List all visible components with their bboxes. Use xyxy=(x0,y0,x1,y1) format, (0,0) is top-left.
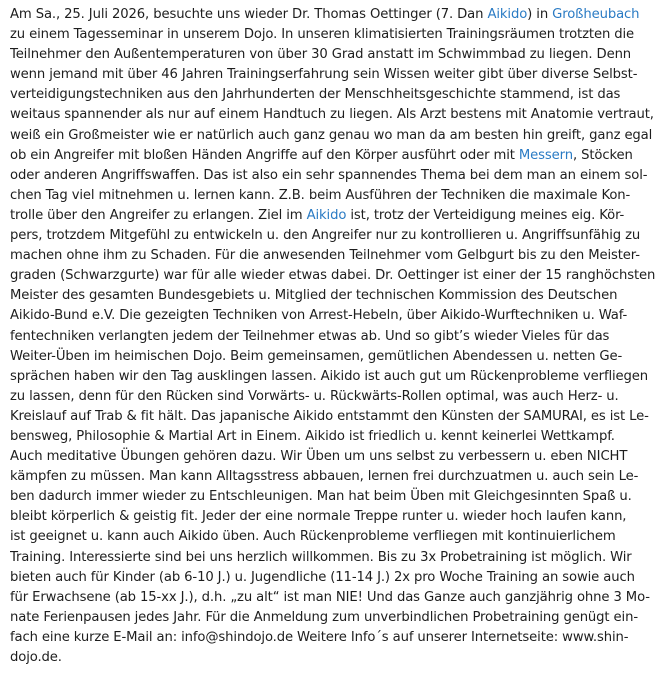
text-segment: oder anderen Angriffswaffen. Das ist also ein sehr spannendes Thema bei dem man an einem sol- xyxy=(10,167,648,183)
text-segment: Auch meditative Übungen gehören dazu. Wir Üben um uns selbst zu verbessern u. eben NICHT xyxy=(10,449,628,465)
text-line xyxy=(10,608,659,628)
text-segment: weiß ein Großmeister wie er natürlich auch ganz genau wo man da am besten hin greift, ganz egal xyxy=(10,127,653,143)
text-line xyxy=(10,427,659,447)
text-segment: , Stöcken xyxy=(572,147,633,163)
text-line xyxy=(10,286,659,306)
text-line xyxy=(10,85,659,105)
text-segment: chen Tag viel mitnehmen u. lernen kann. Z.B. beim Ausführen der Techniken die maximale Kon- xyxy=(10,187,631,203)
text-segment: Kreislauf auf Trab & fit hält. Das japanische Aikido entstammt den Künsten der SAMURAI, es ist Le- xyxy=(10,408,649,424)
text-segment: Am Sa., 25. Juli 2026, besuchte uns wieder Dr. Thomas Oettinger (7. Dan xyxy=(10,7,488,22)
text-segment: für Erwachsene (ab 15-xx J.), d.h. „zu alt“ ist man NIE! Und das Ganze auch ganzjährig ohne 3 Mo- xyxy=(10,589,650,605)
text-line xyxy=(10,5,659,25)
text-line xyxy=(10,467,659,487)
text-segment: bleibt körperlich & geistig fit. Jeder der eine normale Treppe runter u. wieder hoch laufen kann, xyxy=(10,509,627,525)
text-line xyxy=(10,25,659,45)
text-line xyxy=(10,588,659,608)
text-segment: sprächen haben wir den Tag ausklingen lassen. Aikido ist auch gut um Rückenprobleme verfliegen xyxy=(10,368,649,384)
text-line xyxy=(10,266,659,286)
text-segment: bensweg, Philosophie & Martial Art in Einem. Aikido ist friedlich u. kennt keinerlei Wettkampf. xyxy=(10,428,615,444)
text-segment: machen ohne ihm zu Schaden. Für die anwesenden Teilnehmer vom Gelbgurt bis zu den Meister- xyxy=(10,248,640,264)
text-line xyxy=(10,246,659,266)
text-segment: Meister des gesamten Bundesgebiets u. Mitglied der technischen Kommission des Deutschen xyxy=(10,288,618,304)
text-line xyxy=(10,226,659,246)
text-segment: pers, trotzdem Mitgefühl zu entwickeln u. den Angreifer nur zu kontrollieren u. Angriffsunfähig zu xyxy=(10,228,641,244)
text-line xyxy=(10,407,659,427)
text-segment: zu lassen, denn für den Rücken sind Vorwärts- u. Rückwärts-Rollen optimal, was auch Herz- u. xyxy=(10,388,619,404)
text-line xyxy=(10,166,659,186)
text-segment: dojo.de. xyxy=(10,650,62,665)
text-line xyxy=(10,65,659,85)
text-segment: bieten auch für Kinder (ab 6-10 J.) u. Jugendliche (11-14 J.) 2x pro Woche Training an sowie auch xyxy=(10,569,635,585)
text-line xyxy=(10,206,659,226)
inline-link[interactable]: Aikido xyxy=(487,7,528,22)
text-line xyxy=(10,648,659,668)
text-line xyxy=(10,628,659,648)
inline-link[interactable]: Messern xyxy=(518,147,573,163)
text-line xyxy=(10,126,659,146)
text-line xyxy=(10,306,659,326)
text-line xyxy=(10,487,659,507)
text-segment: Aikido-Bund e.V. Die gezeigten Techniken von Arrest-Hebeln, über Aikido-Wurftechniken u. Waf- xyxy=(10,308,628,324)
text-segment: ob ein Angreifer mit bloßen Händen Angriffe auf den Körper ausführt oder mit xyxy=(10,147,519,163)
text-line xyxy=(10,367,659,387)
text-line xyxy=(10,568,659,588)
text-line xyxy=(10,45,659,65)
text-line xyxy=(10,146,659,166)
text-segment: ist geeignet u. kann auch Aikido üben. Auch Rückenprobleme verfliegen mit kontinuierlichem xyxy=(10,529,616,545)
text-segment: ist, trotz der Verteidigung meines eig. Kör- xyxy=(346,207,625,223)
text-line xyxy=(10,347,659,367)
text-line xyxy=(10,507,659,527)
text-segment: ) in xyxy=(527,7,553,22)
inline-link[interactable]: Aikido xyxy=(306,207,347,223)
text-segment: weitaus spannender als nur auf einem Handtuch zu liegen. Als Arzt bestens mit Anatomie vertraut, xyxy=(10,107,654,123)
text-segment: wenn jemand mit über 46 Jahren Trainingserfahrung sein Wissen weiter gibt über diverse Selbst- xyxy=(10,67,638,83)
text-line xyxy=(10,105,659,125)
text-segment: nate Ferienpausen jedes Jahr. Für die Anmeldung zum unverbindlichen Probetraining genügt ein- xyxy=(10,609,638,625)
text-segment: Training. Interessierte sind bei uns herzlich willkommen. Bis zu 3x Probetraining ist möglich. Wir xyxy=(10,549,632,565)
text-segment: Weiter-Üben im heimischen Dojo. Beim gemeinsamen, gemütlichen Abendessen u. netten Ge- xyxy=(10,348,623,364)
text-segment: trolle über den Angreifer zu erlangen. Ziel im xyxy=(10,207,307,223)
text-segment: zu einem Tagesseminar in unserem Dojo. In unseren klimatisierten Trainingsräumen trotzten die xyxy=(10,27,635,43)
text-segment: fentechniken verlangten jedem der Teilnehmer etwas ab. Und so gibt’s wieder Vieles für das xyxy=(10,328,610,344)
text-segment: kämpfen zu müssen. Man kann Alltagsstress abbauen, lernen frei durchzuatmen u. auch sein Le- xyxy=(10,469,639,485)
inline-link[interactable]: Großheubach xyxy=(552,7,640,22)
text-line xyxy=(10,186,659,206)
text-segment: verteidigungstechniken aus den Jahrhunderten der Menschheitsgeschichte stammend, ist das xyxy=(10,87,621,103)
text-segment: Teilnehmer den Außentemperaturen von über 30 Grad anstatt im Schwimmbad zu liegen. Denn xyxy=(10,47,632,63)
text-line xyxy=(10,327,659,347)
text-line xyxy=(10,548,659,568)
text-line xyxy=(10,447,659,467)
text-segment: graden (Schwarzgurte) war für alle wieder etwas dabei. Dr. Oettinger ist einer der 15 ranghöchsten xyxy=(10,268,656,284)
text-segment: ben dadurch immer wieder zu Entschleunigen. Man hat beim Üben mit Gleichgesinnten Spaß u. xyxy=(10,489,632,505)
text-line xyxy=(10,387,659,407)
text-segment: fach eine kurze E-Mail an: info@shindojo.de Weitere Info´s auf unserer Internetseite: www.shin- xyxy=(10,629,629,645)
text-line xyxy=(10,527,659,547)
